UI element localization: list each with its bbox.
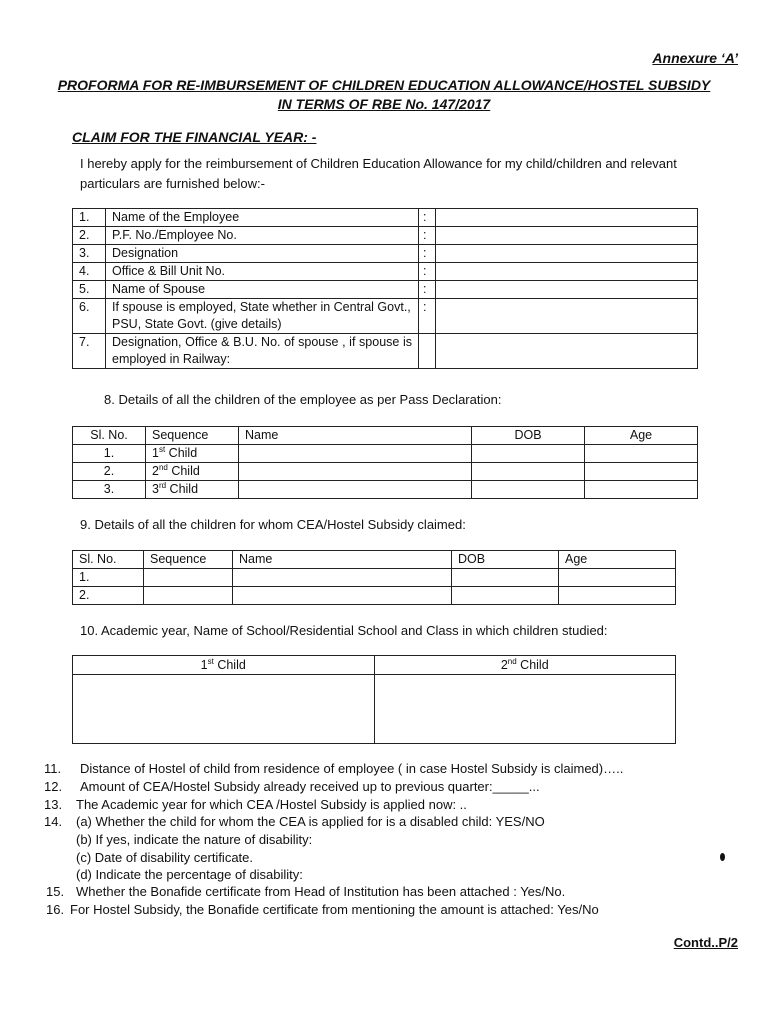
sl-cell: 1. [73,569,144,587]
item-number: 14. [44,814,63,829]
item-number: 15. [46,884,65,899]
item-12-text: Amount of CEA/Hostel Subsidy already received up to previous quarter:_____... [80,779,540,794]
row-number: 4. [73,263,106,281]
continued-label: Contd..P/2 [673,935,738,950]
table-row [73,675,676,744]
claim-heading: CLAIM FOR THE FINANCIAL YEAR: - [72,129,317,145]
row-label: Name of the Employee [106,209,419,227]
dob-cell[interactable] [472,481,585,499]
item-number: 11. [44,761,62,776]
age-cell[interactable] [559,569,676,587]
dob-cell[interactable] [472,445,585,463]
table-header-row [73,656,676,675]
row-label: Name of Spouse [106,281,419,299]
column-header: Sl. No. [73,551,144,569]
sl-cell: 2. [73,463,146,481]
first-child-header: 1st Child [73,656,375,675]
column-header: Age [559,551,676,569]
intro-paragraph: I hereby apply for the reimbursement of Children Education Allowance for my child/children and relevant particulars are furnished below:- [80,156,677,191]
row-number: 1. [73,209,106,227]
table-row [73,463,698,481]
section10-heading: 10. Academic year, Name of School/Residential School and Class in which children studied: [80,623,608,638]
annexure-label: Annexure ‘A’ [652,50,738,66]
sl-cell: 2. [73,587,144,605]
table-row [73,227,698,245]
value-cell[interactable] [436,299,698,334]
age-cell[interactable] [585,445,698,463]
item-14c-text: (c) Date of disability certificate. [76,850,254,865]
row-colon: : [419,263,436,281]
children-pass-declaration-table [72,426,698,499]
row-number: 6. [73,299,106,334]
row-number: 5. [73,281,106,299]
sl-cell: 3. [73,481,146,499]
item-14d-text: (d) Indicate the percentage of disability: [76,867,303,882]
row-number: 3. [73,245,106,263]
row-number: 7. [73,334,106,369]
row-colon: : [419,299,436,334]
table-header-row [73,551,676,569]
form-title-line1: PROFORMA FOR RE-IMBURSEMENT OF CHILDREN EDUCATION ALLOWANCE/HOSTEL SUBSIDY [57,77,711,93]
table-row [73,334,698,369]
column-header: Sl. No. [73,427,146,445]
value-cell[interactable] [436,209,698,227]
table-row [73,569,676,587]
value-cell[interactable] [436,281,698,299]
column-header: DOB [452,551,559,569]
row-colon: : [419,209,436,227]
age-cell[interactable] [585,463,698,481]
sequence-cell: 1st Child [146,445,239,463]
row-label: Office & Bill Unit No. [106,263,419,281]
second-child-header: 2nd Child [374,656,676,675]
age-cell[interactable] [559,587,676,605]
item-number: 16. [46,902,65,917]
table-row [73,299,698,334]
row-label: Designation [106,245,419,263]
column-header: Age [585,427,698,445]
second-child-cell[interactable] [374,675,676,744]
row-label: P.F. No./Employee No. [106,227,419,245]
sequence-cell[interactable] [144,569,233,587]
item-15-text: Whether the Bonafide certificate from Head of Institution has been attached : Yes/No. [76,884,566,899]
column-header: Name [233,551,452,569]
row-colon [419,334,436,369]
column-header: Sequence [144,551,233,569]
cea-claimed-children-table [72,550,676,605]
table-row [73,445,698,463]
name-cell[interactable] [239,481,472,499]
item-16-text: For Hostel Subsidy, the Bonafide certificate from mentioning the amount is attached: Yes/No [70,902,599,917]
row-colon: : [419,227,436,245]
sequence-cell[interactable] [144,587,233,605]
item-13-text: The Academic year for which CEA /Hostel Subsidy is applied now: .. [76,797,467,812]
name-cell[interactable] [239,445,472,463]
sequence-cell: 3rd Child [146,481,239,499]
table-header-row [73,427,698,445]
employee-details-table [72,208,698,369]
age-cell[interactable] [585,481,698,499]
table-row [73,209,698,227]
column-header: DOB [472,427,585,445]
section9-heading: 9. Details of all the children for whom CEA/Hostel Subsidy claimed: [80,517,466,532]
item-11-text: Distance of Hostel of child from residence of employee ( in case Hostel Subsidy is claimed)….. [80,761,624,776]
sl-cell: 1. [73,445,146,463]
value-cell[interactable] [436,245,698,263]
name-cell[interactable] [233,587,452,605]
item-14b-text: (b) If yes, indicate the nature of disability: [76,832,313,847]
value-cell[interactable] [436,334,698,369]
first-child-cell[interactable] [73,675,375,744]
academic-year-table [72,655,676,744]
dob-cell[interactable] [472,463,585,481]
row-colon: : [419,281,436,299]
item-number: 13. [44,797,63,812]
table-row [73,245,698,263]
table-row [73,281,698,299]
row-number: 2. [73,227,106,245]
value-cell[interactable] [436,263,698,281]
row-label: If spouse is employed, State whether in Central Govt., PSU, State Govt. (give details) [106,299,419,334]
dob-cell[interactable] [452,569,559,587]
item-14a-text: (a) Whether the child for whom the CEA is applied for is a disabled child: YES/NO [76,814,545,829]
dob-cell[interactable] [452,587,559,605]
table-row [73,587,676,605]
form-title-line2: IN TERMS OF RBE No. 147/2017 [277,96,491,112]
column-header: Sequence [146,427,239,445]
item-number: 12. [44,779,63,794]
sequence-cell: 2nd Child [146,463,239,481]
table-row [73,481,698,499]
name-cell[interactable] [239,463,472,481]
column-header: Name [239,427,472,445]
section8-heading: 8. Details of all the children of the employee as per Pass Declaration: [104,392,502,407]
row-colon: : [419,245,436,263]
table-row [73,263,698,281]
value-cell[interactable] [436,227,698,245]
row-label: Designation, Office & B.U. No. of spouse , if spouse is employed in Railway: [106,334,419,369]
ink-mark [720,853,725,861]
name-cell[interactable] [233,569,452,587]
